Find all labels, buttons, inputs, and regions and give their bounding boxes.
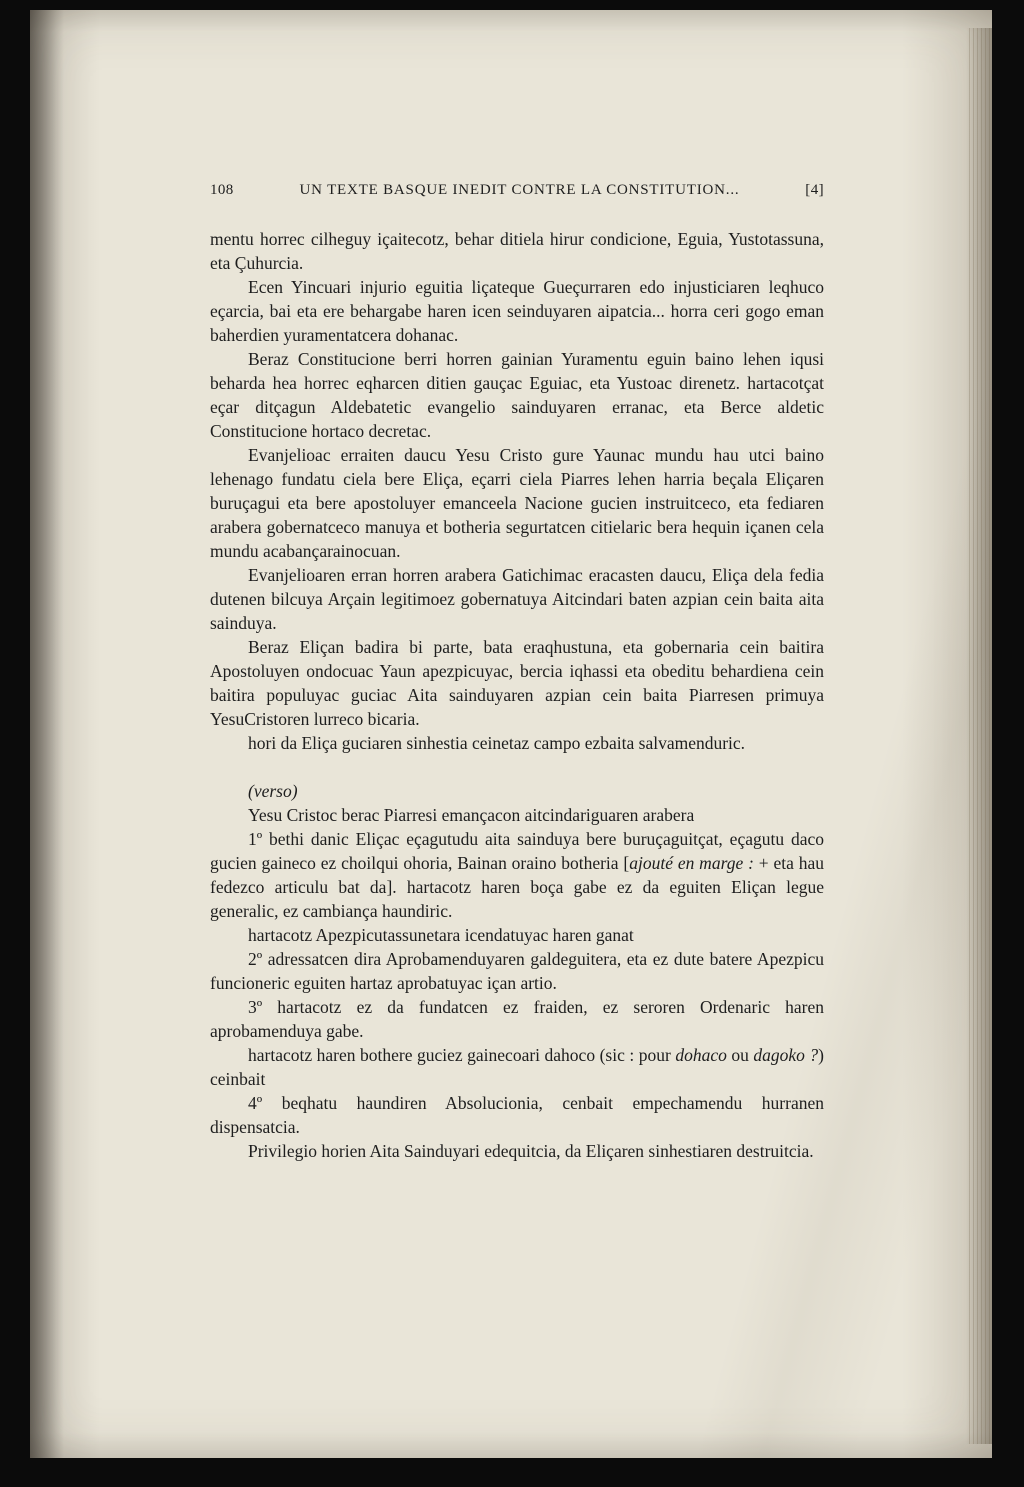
paragraph xyxy=(210,779,824,803)
text-run: 4º beqhatu haundiren Absolucionia, cenbait empechamendu hurranen dispensatcia. xyxy=(210,1093,824,1137)
text-run: ajouté en marge : xyxy=(629,853,754,873)
gutter-shadow xyxy=(30,10,64,1458)
page-header xyxy=(210,182,824,199)
paragraph xyxy=(210,803,824,827)
text-run: mentu horrec cilheguy içaitecotz, behar ditiela hirur condicione, Eguia, Yustotassuna, eta Çuhurcia. xyxy=(210,229,824,273)
paragraph xyxy=(210,1043,824,1091)
printed-text-area xyxy=(210,182,824,1163)
paragraph xyxy=(210,563,824,635)
text-run: 3º hartacotz ez da fundatcen ez fraiden, ez seroren Ordenaric haren aprobamenduya gabe. xyxy=(210,997,824,1041)
text-run: 2º adressatcen dira Aprobamenduyaren galdeguitera, eta ez dute batere Apezpicu funcioneric eguiten hartaz aprobatuyac içan artio. xyxy=(210,949,824,993)
text-run: dohaco xyxy=(675,1045,727,1065)
text-run: Beraz Constitucione berri horren gainian Yuramentu eguin baino lehen iqusi beharda hea horrec eqharcen ditien gauçac Eguiac, eta Yustoac direnetz. hartacotçat eçar ditçagun Aldebatetic evangelio sainduyaren erranac, eta Berce aldetic Constitucione hortaco decretac. xyxy=(210,349,824,441)
paragraph xyxy=(210,827,824,923)
page-marker: [4] xyxy=(805,182,824,198)
page-body xyxy=(210,227,824,1163)
paragraph xyxy=(210,635,824,731)
text-run: Privilegio horien Aita Sainduyari edequitcia, da Eliçaren sinhestiaren destruitcia. xyxy=(248,1141,814,1161)
paragraph xyxy=(210,731,824,755)
paragraph xyxy=(210,995,824,1043)
paragraph xyxy=(210,947,824,995)
paragraph xyxy=(210,227,824,275)
text-run: Evanjelioac erraiten daucu Yesu Cristo gure Yaunac mundu hau utci baino lehenago fundatu ciela bere Eliça, eçarri ciela Piarres lehen harria beçala Eliçaren buruçagui eta bere apostoluyer emanceela Nacione gucien instruitceco, eta fediaren arabera gobernatceco manuya et botheria segurtatcen citielaric bera hequin içanen cela mundu acabançarainocuan. xyxy=(210,445,824,561)
text-run: Yesu Cristoc berac Piarresi emançacon aitcindariguaren arabera xyxy=(248,805,695,825)
text-run: Beraz Eliçan badira bi parte, bata eraqhustuna, eta gobernaria cein baitira Apostoluyen ondocuac Yaun apezpicuyac, bercia iqhassi eta obeditu behardiena cein baitira populuyac guciac Aita sainduyaren azpian cein baita Piarresen primuya YesuCristoren lurreco bicaria. xyxy=(210,637,824,729)
paragraph xyxy=(210,1091,824,1139)
text-run: ) ceinbait xyxy=(210,1045,824,1089)
text-run: hartacotz Apezpicutassunetara icendatuyac haren ganat xyxy=(248,925,634,945)
text-run: ou xyxy=(726,1045,754,1065)
text-run: dagoko ? xyxy=(753,1045,819,1065)
text-run: 1º bethi danic Eliçac eçagutudu aita sainduya bere buruçaguitçat, eçagutu daco gucien gaineco ez choilqui ohoria, Bainan oraino botheria [ xyxy=(210,829,824,873)
text-run: (verso) xyxy=(248,781,298,801)
paragraph xyxy=(210,1139,824,1163)
running-title: UN TEXTE BASQUE INEDIT CONTRE LA CONSTITUTION... xyxy=(299,182,740,198)
text-run: hartacotz haren bothere guciez gainecoari dahoco (sic : pour xyxy=(248,1045,676,1065)
page-stack-edge xyxy=(966,28,992,1444)
page-number: 108 xyxy=(210,182,234,198)
book-page xyxy=(30,10,992,1458)
paragraph xyxy=(210,275,824,347)
text-run: Evanjelioaren erran horren arabera Gatichimac eracasten daucu, Eliça dela fedia dutenen bilcuya Arçain legitimoez gobernatuya Aitcindari baten azpian cein baita aita sainduya. xyxy=(210,565,824,633)
text-run: hori da Eliça guciaren sinhestia ceinetaz campo ezbaita salvamenduric. xyxy=(248,733,746,753)
text-run: + eta hau fedezco articulu bat da]. hartacotz haren boça gabe ez da eguiten Eliçan legue generalic, ez cambiança haundiric. xyxy=(210,853,824,921)
paragraph xyxy=(210,443,824,563)
paragraph xyxy=(210,923,824,947)
paragraph xyxy=(210,347,824,443)
text-run: Ecen Yincuari injurio eguitia liçateque Gueçurraren edo injusticiaren leqhuco eçarcia, bai eta ere behargabe haren icen seinduyaren aipatcia... horra ceri gogo eman baherdien yuramentatcera dohanac. xyxy=(210,277,824,345)
